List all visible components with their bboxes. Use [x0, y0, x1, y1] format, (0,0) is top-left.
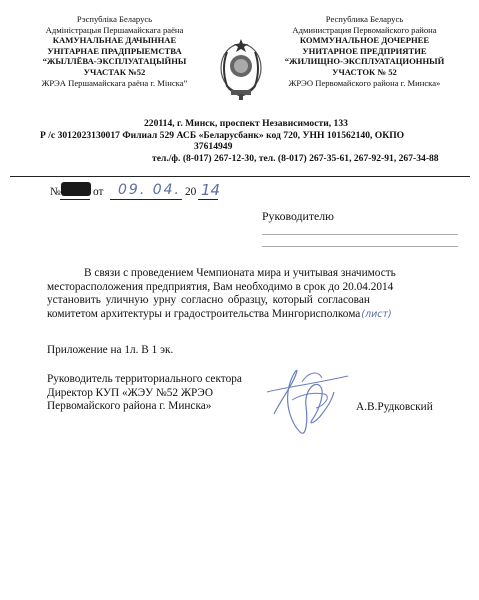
- header-left-org3: “ЖЫЛЛЁВА-ЭКСПЛУАТАЦЫЙНЫ: [42, 56, 187, 67]
- header-left-short: ЖРЭА Першамайскага раёна г. Мінска”: [41, 77, 188, 88]
- signature-line-2: Директор КУП «ЖЭУ №52 ЖРЭО: [47, 386, 214, 399]
- address-line-3: 37614949: [194, 141, 233, 152]
- body-line-4-text: комитетом архитектуры и градостроительства Мингорисполкома: [47, 307, 361, 320]
- header-right-short: ЖРЭО Первомайского района г. Минска»: [288, 77, 441, 88]
- body-line-1: В связи с проведением Чемпионата мира и учитывая значимость: [84, 267, 396, 279]
- body-line-2: месторасположения предприятия, Вам необходимо в срок до 20.04.2014: [47, 280, 394, 293]
- header-left-admin: Адміністрацыя Першамайскага раёна: [45, 24, 184, 35]
- handwritten-signature-icon: [262, 362, 357, 440]
- ref-year-underline: [198, 199, 218, 200]
- header-left-org4: УЧАСТАК №52: [83, 66, 146, 77]
- body-line-4: [47, 308, 467, 322]
- signatory-name: А.В.Рудковский: [356, 401, 433, 413]
- ref-number-underline: [60, 199, 90, 200]
- signature-line-3: Первомайского района г. Минска»: [47, 400, 212, 413]
- address-line-4: тел./ф. (8-017) 267-12-30, тел. (8-017) 267-35-61, 267-92-91, 267-34-88: [152, 152, 439, 164]
- attachment-line: Приложение на 1л. В 1 эк.: [47, 344, 174, 356]
- address-line-2: Р /с 3012023130017 Филиал 529 АСБ «Беларусбанк» код 720, УНН 101562140, ОКПО: [40, 129, 405, 141]
- recipient: Руководителю: [262, 209, 334, 223]
- letter-body: [47, 267, 467, 321]
- handwritten-note: (лист): [361, 308, 392, 320]
- recipient-underline-2: [262, 246, 458, 247]
- header-left-country: Рэспубліка Беларусь: [76, 14, 153, 24]
- body-line-3: установить уличную урну согласно образцу, который согласован: [47, 294, 370, 307]
- header-right-org1: КОММУНАЛЬНОЕ ДОЧЕРНЕЕ: [299, 35, 430, 46]
- ref-number-label: №: [50, 186, 61, 198]
- redacted-number: [61, 182, 91, 196]
- ref-date-underline: [110, 199, 182, 200]
- header-left-org1: КАМУНАЛЬНАЕ ДАЧЫННАЕ: [52, 35, 177, 46]
- header-right-country: Республика Беларусь: [325, 14, 404, 24]
- header-right-org4: УЧАСТОК № 52: [332, 66, 397, 77]
- header-right-org2: УНИТАРНОЕ ПРЕДПРИЯТИЕ: [302, 45, 427, 56]
- header-right-admin: Администрация Первомайского района: [292, 24, 437, 35]
- header-right: [262, 14, 467, 88]
- ref-date-label: от: [93, 186, 104, 198]
- header-divider: [10, 176, 470, 177]
- signature-line-1: Руководитель территориального сектора: [47, 373, 242, 385]
- address-line-1: 220114, г. Минск, проспект Независимости, 133: [144, 118, 348, 129]
- ref-year-handwritten: 14: [201, 181, 221, 199]
- ref-date-handwritten: 09. 04.: [118, 182, 181, 198]
- state-emblem-icon: [217, 36, 265, 106]
- ref-year-prefix: 20: [185, 186, 197, 198]
- header-left: [12, 14, 217, 88]
- recipient-underline-1: [262, 234, 458, 235]
- header-right-org3: “ЖИЛИЩНО-ЭКСПЛУАТАЦИОННЫЙ: [284, 56, 445, 67]
- address-block: [40, 118, 470, 164]
- header-left-org2: УНІТАРНАЕ ПРАДПРЫЕМСТВА: [47, 45, 182, 56]
